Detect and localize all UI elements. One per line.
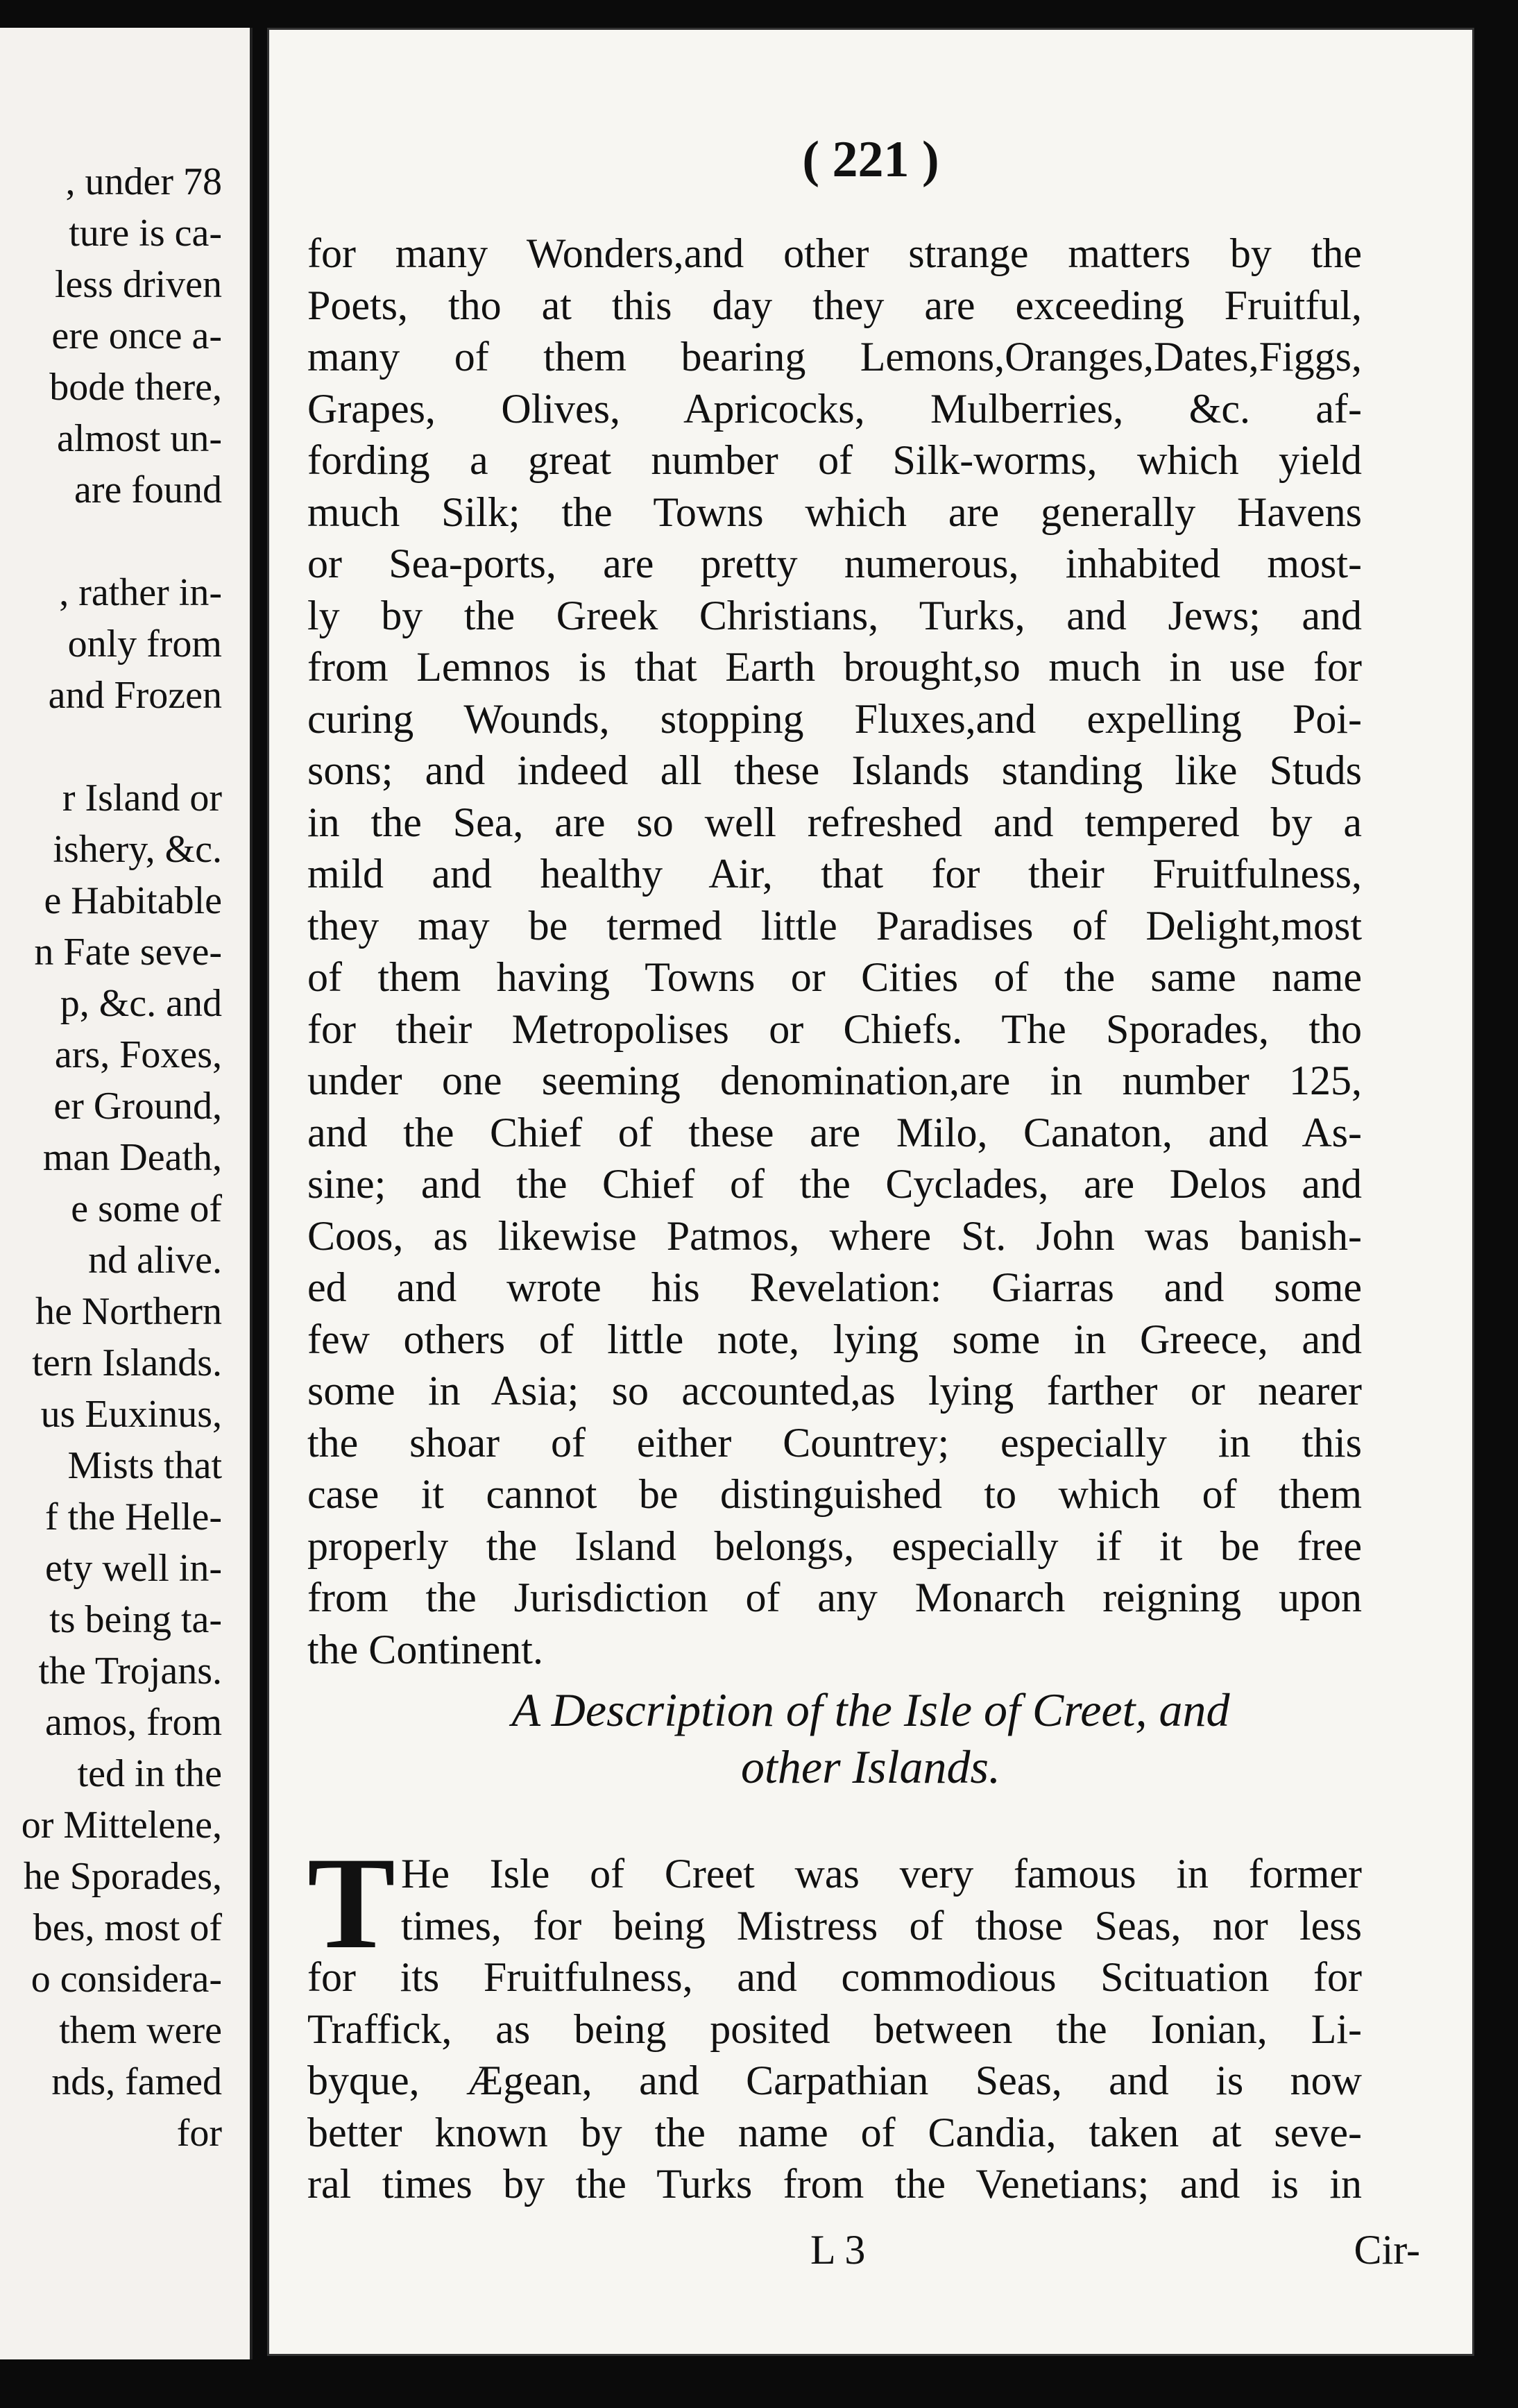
text-line: and the Chief of these are Milo, Canaton, and As- [307, 1109, 1362, 1155]
left-page [0, 28, 253, 2359]
text-line: under one seeming denomination,are in number 125, [307, 1058, 1362, 1103]
text-line: few others of little note, lying some in Greece, and [307, 1316, 1362, 1362]
section-heading-line-1: A Description of the Isle of Creet, and [511, 1684, 1230, 1736]
text-line: for their Metropolises or Chiefs. The Sporades, tho [307, 1006, 1362, 1052]
text-line: fording a great number of Silk-worms, which yield [307, 437, 1362, 483]
left-text-line [0, 516, 222, 567]
left-text-line: nd alive. [88, 1239, 222, 1282]
left-text-line: n Fate seve- [34, 931, 222, 974]
left-page-text [0, 156, 222, 2159]
text-line: mild and healthy Air, that for their Fruitfulness, [307, 851, 1362, 897]
left-text-line: , under 78 [65, 160, 222, 203]
left-text-line: only from [67, 622, 222, 665]
left-text-line: tern Islands. [32, 1341, 222, 1384]
left-text-line: bode there, [49, 366, 222, 409]
text-line: some in Asia; so accounted,as lying farther or nearer [307, 1368, 1362, 1414]
catchword: Cir- [1354, 2227, 1420, 2273]
left-text-line: er Ground, [53, 1085, 222, 1128]
text-line: many of them bearing Lemons,Oranges,Dates,Figgs, [307, 334, 1362, 380]
left-text-line: us Euxinus, [40, 1393, 222, 1436]
left-text-line: the Trojans. [38, 1650, 222, 1693]
left-text-line: them were [59, 2009, 222, 2052]
text-line: Poets, tho at this day they are exceeding Fruitful, [307, 282, 1362, 328]
left-text-line: ture is ca- [69, 212, 222, 255]
text-line: ed and wrote his Revelation: Giarras and some [307, 1264, 1362, 1310]
left-text-line: bes, most of [33, 1906, 222, 1949]
text-line: sine; and the Chief of the Cyclades, are Delos and [307, 1161, 1362, 1207]
text-line: for its Fruitfulness, and commodious Scituation for [307, 1954, 1362, 2000]
signature-mark: L 3 [810, 2227, 866, 2273]
left-text-line: Mists that [67, 1444, 222, 1487]
left-text-line: ishery, &c. [53, 828, 222, 871]
left-text-line: o considera- [31, 1958, 222, 2001]
paragraph-2 [307, 1848, 1362, 2210]
left-text-line: man Death, [42, 1136, 222, 1179]
left-text-line: e Habitable [44, 879, 222, 922]
text-line: Coos, as likewise Patmos, where St. John was banish- [307, 1212, 1362, 1259]
text-line: the Continent. [307, 1626, 543, 1672]
text-line: ly by the Greek Christians, Turks, and Jews; and [307, 592, 1362, 638]
left-text-line: ety well in- [44, 1547, 222, 1590]
left-text-line: ars, Foxes, [54, 1033, 222, 1076]
text-line: Grapes, Olives, Apricocks, Mulberries, &c. af- [307, 385, 1362, 432]
text-line: they may be termed little Paradises of Delight,most [307, 902, 1362, 949]
left-text-line: ted in the [77, 1752, 222, 1795]
left-text-line: ts being ta- [49, 1598, 222, 1641]
section-heading [269, 1681, 1472, 1795]
left-text-line: f the Helle- [45, 1495, 222, 1538]
left-text-line: he Sporades, [23, 1855, 222, 1898]
text-line: properly the Island belongs, especially if it be free [307, 1523, 1362, 1569]
text-line: ral times by the Turks from the Venetians; and is in [307, 2161, 1362, 2207]
left-text-line: nds, famed [51, 2060, 222, 2103]
left-text-line: , rather in- [59, 571, 222, 614]
text-line: byque, Ægean, and Carpathian Seas, and is now [307, 2058, 1362, 2103]
left-text-line: e some of [71, 1187, 222, 1230]
text-line: or Sea-ports, are pretty numerous, inhabited most- [307, 541, 1362, 586]
section-heading-line-2: other Islands. [741, 1740, 1000, 1793]
text-line: He Isle of Creet was very famous in former [401, 1851, 1362, 1897]
left-text-line: or Mittelene, [21, 1804, 222, 1847]
text-line: case it cannot be distinguished to which of them [307, 1471, 1362, 1517]
text-line: for many Wonders,and other strange matters by the [307, 230, 1362, 276]
left-text-line: p, &c. and [60, 982, 222, 1025]
paragraph-1 [307, 228, 1362, 1675]
text-line: in the Sea, are so well refreshed and tempered by a [307, 799, 1362, 845]
text-line: sons; and indeed all these Islands standing like Studs [307, 747, 1362, 793]
text-line: curing Wounds, stopping Fluxes,and expelling Poi- [307, 695, 1362, 742]
text-line: much Silk; the Towns which are generally Havens [307, 489, 1362, 535]
drop-cap: T [307, 1831, 395, 1976]
text-line: from the Jurisdiction of any Monarch reigning upon [307, 1575, 1362, 1620]
left-text-line: and Frozen [48, 674, 222, 717]
left-text-line: less driven [54, 263, 222, 306]
page-number: ( 221 ) [802, 131, 939, 188]
left-text-line: almost un- [57, 417, 222, 460]
text-line: of them having Towns or Cities of the same name [307, 954, 1362, 1000]
text-line: times, for being Mistress of those Seas, nor less [401, 1902, 1362, 1949]
right-page [267, 28, 1474, 2356]
text-line: the shoar of either Countrey; especially in this [307, 1419, 1362, 1466]
text-line: from Lemnos is that Earth brought,so much in use for [307, 644, 1362, 690]
left-text-line: he Northern [35, 1290, 222, 1333]
left-text-line: are found [74, 468, 222, 511]
text-line: better known by the name of Candia, taken at seve- [307, 2109, 1362, 2155]
text-line: Traffick, as being posited between the Ionian, Li- [307, 2006, 1362, 2052]
left-text-line: for [176, 2112, 222, 2155]
left-text-line: amos, from [44, 1701, 222, 1744]
left-text-line: r Island or [62, 777, 222, 820]
left-text-line: ere once a- [51, 314, 222, 357]
left-text-line [0, 721, 222, 772]
